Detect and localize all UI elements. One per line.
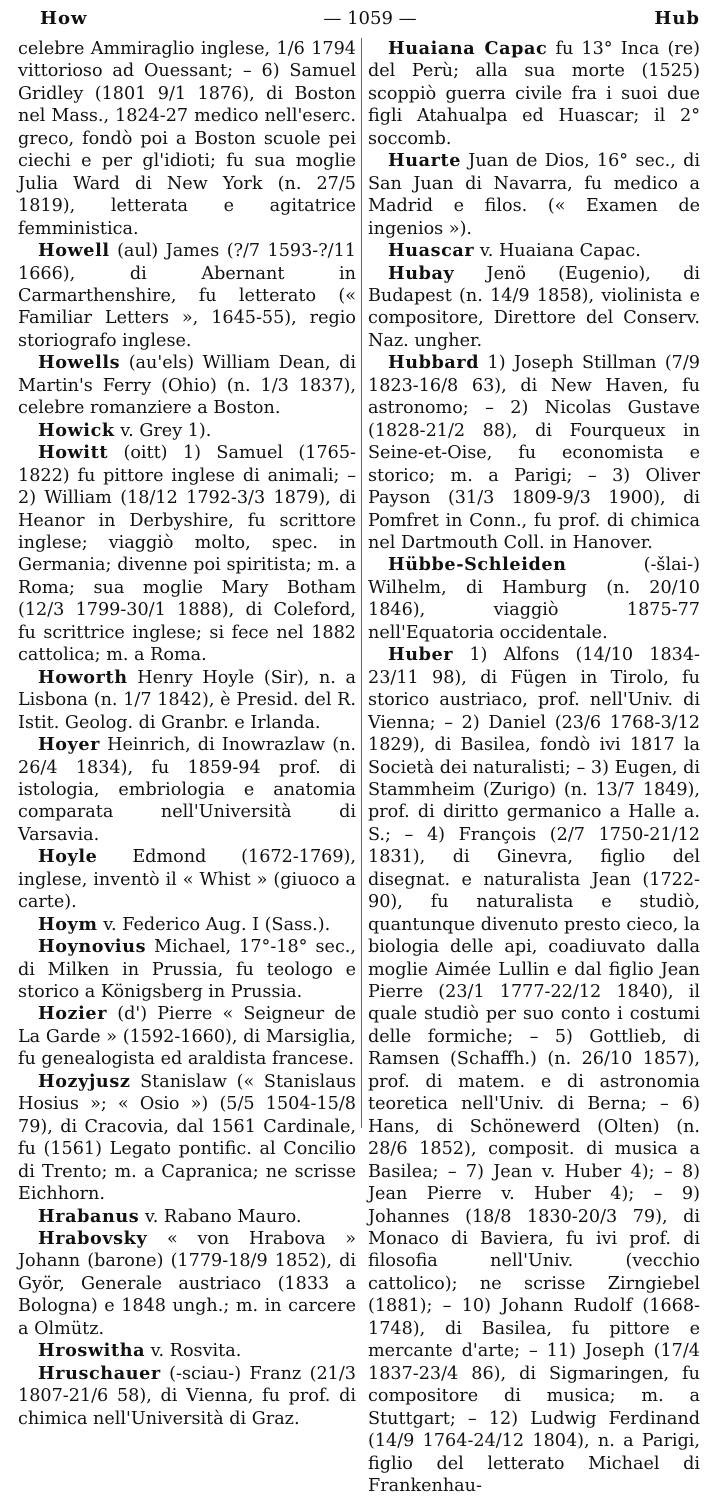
headword: Huascar bbox=[388, 240, 475, 262]
entry-text: « von Hrabova » Johann (barone) (1779-18/9 1852), di Györ, Generale austriaco (1833 a Bologna) e 1848 ungh.; m. in carcere a Olmütz. bbox=[18, 1229, 356, 1339]
headword: Hrabanus bbox=[38, 1205, 140, 1227]
entry bbox=[368, 263, 700, 353]
headword: Howitt bbox=[38, 442, 109, 464]
headword: Hoynovius bbox=[38, 936, 147, 958]
headword: Hroswitha bbox=[38, 1340, 146, 1362]
entry-text: Heinrich, di Inowrazlaw (n. 26/4 1834), fu 1859-94 prof. di istologia, embriologia e anatomia comparata nell'Università di Varsavia. bbox=[18, 735, 356, 845]
entry-text: Stanislaw (« Stanislaus Hosius »; « Osio ») (5/5 1504-15/8 79), di Cracovia, dal 1561 Cardinale, fu (1561) Legato pontific. al Concilio di Trento; m. a Capranica; ne scrisse Eichhorn. bbox=[18, 1071, 356, 1205]
entry bbox=[18, 1363, 356, 1430]
entry-text: Edmond (1672-1769), inglese, inventò il « Whist » (giuoco a carte). bbox=[18, 847, 356, 913]
entry-text: 1) Joseph Stillman (7/9 1823-16/8 63), di New Haven, fu astronomo; – 2) Nicolas Gustave (1828-21/2 88), di Fourqueux in Seine-et-Oise, fu economista e storico; m. a Parigi; – 3) Oliver Payson (31/3 1809-9/3 1900), di Pomfret in Conn., fu prof. di chimica nel Dartmouth Coll. in Hanover. bbox=[368, 353, 700, 553]
entry-text: (-šlai-) Wilhelm, di Hamburg (n. 20/10 1846), viaggiò 1875-77 nell'Equatoria occidentale. bbox=[368, 555, 700, 643]
entry-text: (au'els) William Dean, di Martin's Ferry (Ohio) (n. 1/3 1837), celebre romanziere a Boston. bbox=[18, 353, 356, 419]
headword: Hoyle bbox=[38, 846, 98, 868]
headword: Hubay bbox=[388, 262, 455, 284]
entry bbox=[18, 352, 356, 419]
headword: Hrabovsky bbox=[38, 1228, 148, 1250]
entry bbox=[18, 420, 356, 442]
entry-text: fu 13° Inca (re) del Perù; alla sua morte (1525) scoppiò guerra civile fra i suoi due figli Atahualpa ed Huascar; il 2° soccomb. bbox=[368, 39, 700, 149]
entry-text: Henry Hoyle (Sir), n. a Lisbona (n. 1/7 1842), è Presid. del R. Istit. Geolog. di Granbr. e Irlanda. bbox=[18, 667, 356, 733]
entry bbox=[368, 150, 700, 240]
entry bbox=[368, 644, 700, 1497]
entry-text: v. Huaiana Capac. bbox=[474, 241, 641, 262]
entry-text: (oitt) 1) Samuel (1765-1822) fu pittore inglese di animali; – 2) William (18/12 1792-3/3 1879), di Heanor in Derbyshire, fu scrittore inglese; viaggiò molto, spec. in Germania; divenne poi spiritista; m. a Roma; sua moglie Mary Botham (12/3 1799-30/1 1888), di Coleford, fu scrittrice inglese; si fece nel 1882 cattolica; m. a Roma. bbox=[18, 443, 356, 666]
entry bbox=[18, 914, 356, 936]
entry bbox=[18, 442, 356, 667]
header-right-guideword: Hub bbox=[654, 8, 700, 29]
entry bbox=[18, 936, 356, 1003]
entry bbox=[18, 846, 356, 913]
headword: Hozyjusz bbox=[38, 1070, 131, 1092]
entry bbox=[368, 240, 700, 262]
right-column bbox=[368, 38, 700, 1496]
header-left-guideword: How bbox=[40, 8, 88, 29]
entry-text: v. Federico Aug. I (Sass.). bbox=[97, 914, 331, 935]
entry bbox=[18, 1340, 356, 1362]
entry-text: 1) Alfons (14/10 1834-23/11 98), di Fügen in Tirolo, fu storico austriaco, prof. nell'Univ. di Vienna; – 2) Daniel (23/6 1768-3/12 1829), di Basilea, fondò ivi 1817 la Società dei naturalisti; – 3) Eugen, di Stammheim (Zurigo) (n. 13/7 1849), prof. di diritto germanico a Halle a. S.; – 4) François (2/7 1750-21/12 1831), di Ginevra, figlio del disegnat. e naturalista Jean (1722-90), fu naturalista e studiò, quantunque divenuto presto cieco, la biologia delle api, coadiuvato dalla moglie Aimée Lullin e dal figlio Jean Pierre (23/1 1777-22/12 1840), il quale studiò per suo conto i costumi delle formiche; – 5) Gottlieb, di Ramsen (Schaffh.) (n. 26/10 1857), prof. di matem. e di astronomia teoretica nell'Univ. di Berna; – 6) Hans, di Schönewerd (Olten) (n. 28/6 1852), composit. di musica a Basilea; – 7) Jean v. Huber 4); – 8) Jean Pierre v. Huber 4); – 9) Johannes (18/8 1830-20/3 79), di Monaco di Baviera, fu ivi prof. di filosofia nell'Univ. (vecchio cattolico); ne scrisse Zirngiebel (1881); – 10) Johann Rudolf (1668-1748), di Basilea, fu pittore e mercante d'arte; – 11) Joseph (17/4 1837-23/4 86), di Sigmaringen, fu compositore di musica; m. a Stuttgart; – 12) Ludwig Ferdinand (14/9 1764-24/12 1804), n. a Parigi, figlio del letterato Michael di Frankenhau- bbox=[368, 645, 700, 1496]
entry-text: v. Rosvita. bbox=[145, 1341, 242, 1362]
entry bbox=[368, 38, 700, 150]
entry-text: v. Grey 1). bbox=[114, 420, 212, 441]
headword: Huber bbox=[388, 644, 454, 666]
entry bbox=[368, 352, 700, 554]
headword: Hoym bbox=[38, 913, 98, 935]
headword: Hubbard bbox=[388, 352, 480, 374]
entry-text: (aul) James (?/7 1593-?/11 1666), di Abernant in Carmarthenshire, fu letterato (« Familiar Letters », 1645-55), regio storiografo inglese. bbox=[18, 241, 356, 351]
entry-text: v. Rabano Mauro. bbox=[139, 1206, 302, 1227]
headword: Hruschauer bbox=[38, 1362, 161, 1384]
entry-text: Michael, 17°-18° sec., di Milken in Prussia, fu teologo e storico a Königsberg in Prussia. bbox=[18, 937, 356, 1003]
entry bbox=[18, 667, 356, 734]
entry-text: Juan de Dios, 16° sec., di San Juan di Navarra, fu medico a Madrid e filos. (« Examen de ingenios »). bbox=[368, 151, 700, 239]
headword: Huaiana Capac bbox=[388, 38, 548, 59]
headword: Howells bbox=[38, 352, 121, 374]
entry-text: Jenö (Eugenio), di Budapest (n. 14/9 1858), violinista e compositore, Direttore del Conserv. Naz. ungher. bbox=[368, 263, 700, 351]
entry-text: (-sciau-) Franz (21/3 1807-21/6 58), di Vienna, fu prof. di chimica nell'Università di Graz. bbox=[18, 1363, 356, 1429]
left-column bbox=[18, 38, 356, 1429]
entry bbox=[18, 1206, 356, 1228]
headword: Hozier bbox=[38, 1003, 108, 1025]
page-number: — 1059 — bbox=[323, 8, 417, 29]
headword: Huarte bbox=[388, 150, 462, 172]
entry bbox=[18, 1003, 356, 1070]
entry bbox=[18, 240, 356, 352]
entry-text: (d') Pierre « Seigneur de La Garde » (1592-1660), di Marsiglia, fu genealogista ed araldista francese. bbox=[18, 1004, 356, 1070]
entry bbox=[18, 1071, 356, 1206]
headword: Howorth bbox=[38, 666, 128, 688]
headword: Howell bbox=[38, 240, 110, 262]
entry bbox=[18, 1228, 356, 1340]
entry: celebre Ammiraglio inglese, 1/6 1794 vittorioso ad Ouessant; – 6) Samuel Gridley (1801 9/1 1876), di Boston nel Mass., 1824-27 medico nell'eserc. greco, fondò poi a Boston scuole pei ciechi e per gl'idioti; fu sua moglie Julia Ward di New York (n. 27/5 1819), letterata e agitatrice femministica. bbox=[18, 39, 356, 239]
entry bbox=[18, 734, 356, 846]
headword: Hübbe-Schleiden bbox=[388, 554, 567, 576]
column-divider bbox=[361, 38, 362, 1128]
headword: Howick bbox=[38, 419, 115, 441]
headword: Hoyer bbox=[38, 734, 101, 756]
page-header bbox=[40, 8, 700, 34]
entry bbox=[368, 554, 700, 644]
